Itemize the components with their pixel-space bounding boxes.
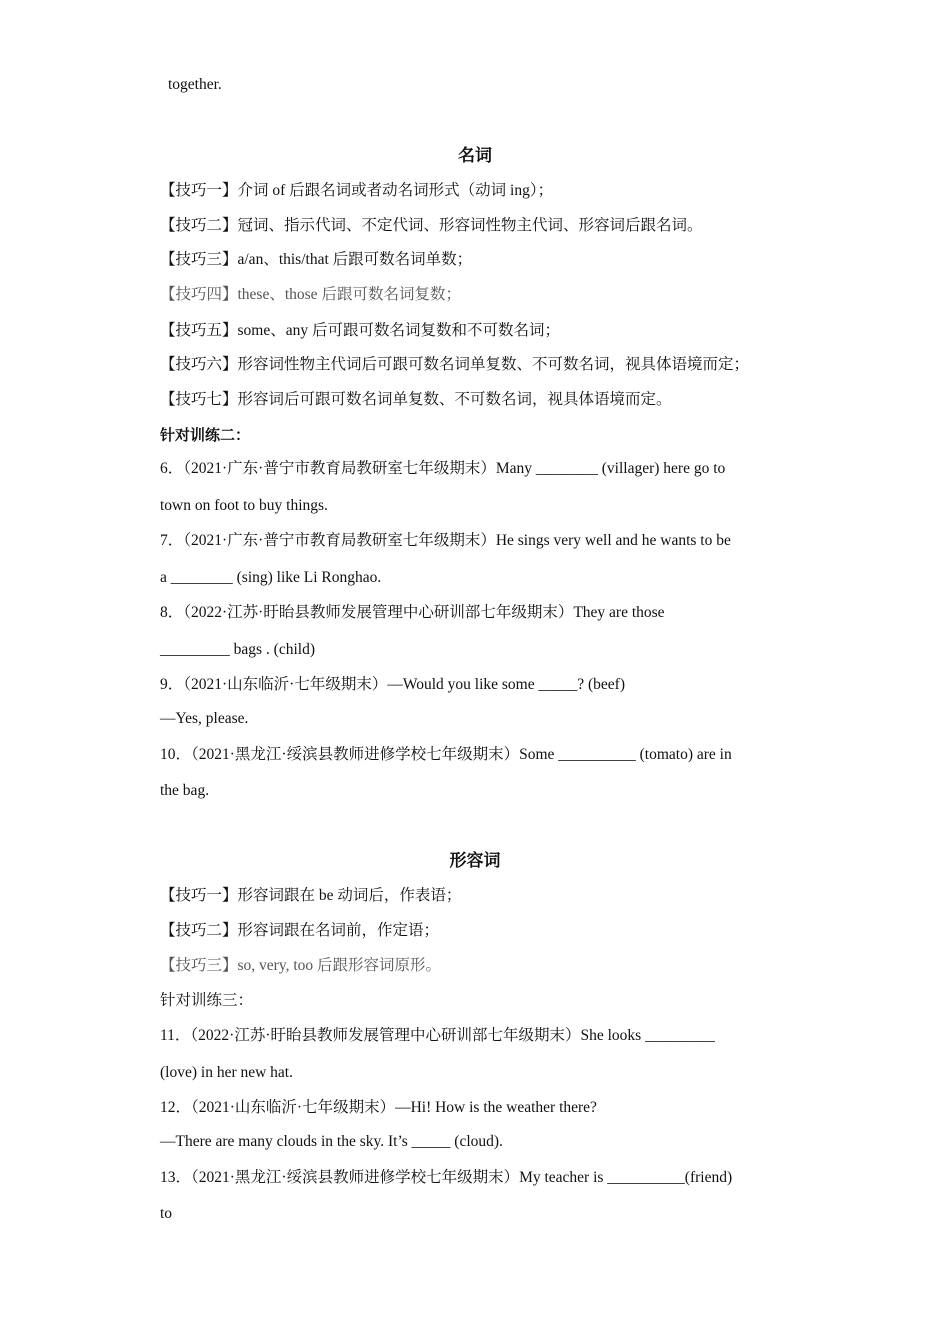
noun-tip-4: 【技巧四】these、those 后跟可数名词复数；	[160, 286, 461, 303]
question-13-line-1: 13．（2021·黑龙江·绥滨县教师进修学校七年级期末）My teacher is __________(friend)	[160, 1169, 733, 1186]
question-11-line-1: 11．（2022·江苏·盱眙县教师发展管理中心研训部七年级期末）She looks _________	[160, 1027, 715, 1044]
noun-tip-1: 【技巧一】介词 of 后跟名词或者动名词形式（动词 ing）；	[160, 182, 554, 199]
adjective-training-label: 针对训练三：	[160, 992, 254, 1009]
adjective-tip-3: 【技巧三】so, very, too 后跟形容词原形。	[160, 957, 441, 974]
question-9-line-1: 9．（2021·山东临沂·七年级期末）—Would you like some _____? (beef)	[160, 676, 625, 693]
adjective-tip-1: 【技巧一】形容词跟在 be 动词后，作表语；	[160, 887, 462, 904]
question-12-line-2: —There are many clouds in the sky. It’s _____ (cloud).	[160, 1133, 503, 1150]
question-13-line-2: to	[160, 1205, 173, 1222]
question-12-line-1: 12．（2021·山东临沂·七年级期末）—Hi! How is the weather there?	[160, 1099, 597, 1116]
noun-training-label: 针对训练二：	[160, 426, 251, 444]
noun-section-title: 名词	[458, 146, 492, 166]
noun-tip-5: 【技巧五】some、any 后可跟可数名词复数和不可数名词；	[160, 322, 560, 339]
noun-tip-7: 【技巧七】形容词后可跟可数名词单复数、不可数名词，视具体语境而定。	[160, 391, 672, 408]
adjective-section-title: 形容词	[449, 851, 501, 871]
noun-tip-3: 【技巧三】a/an、this/that 后跟可数名词单数；	[160, 251, 473, 268]
question-8-line-2: _________ bags . (child)	[160, 641, 315, 658]
noun-tip-2: 【技巧二】冠词、指示代词、不定代词、形容词性物主代词、形容词后跟名词。	[160, 217, 703, 234]
question-9-line-2: —Yes, please.	[160, 710, 249, 727]
question-10-line-1: 10．（2021·黑龙江·绥滨县教师进修学校七年级期末）Some __________ (tomato) are in	[160, 746, 732, 763]
noun-tip-6: 【技巧六】形容词性物主代词后可跟可数名词单复数、不可数名词，视具体语境而定；	[160, 356, 750, 373]
question-6-line-1: 6．（2021·广东·普宁市教育局教研室七年级期末）Many ________ (villager) here go to	[160, 460, 726, 477]
top-continuation-text: together.	[168, 76, 222, 93]
question-10-line-2: the bag.	[160, 782, 210, 799]
question-8-line-1: 8．（2022·江苏·盱眙县教师发展管理中心研训部七年级期末）They are those	[160, 604, 665, 621]
question-7-line-2: a ________ (sing) like Li Ronghao.	[160, 569, 382, 586]
question-7-line-1: 7．（2021·广东·普宁市教育局教研室七年级期末）He sings very well and he wants to be	[160, 532, 731, 549]
question-6-line-2: town on foot to buy things.	[160, 497, 328, 514]
adjective-tip-2: 【技巧二】形容词跟在名词前，作定语；	[160, 922, 440, 939]
question-11-line-2: (love) in her new hat.	[160, 1064, 293, 1081]
